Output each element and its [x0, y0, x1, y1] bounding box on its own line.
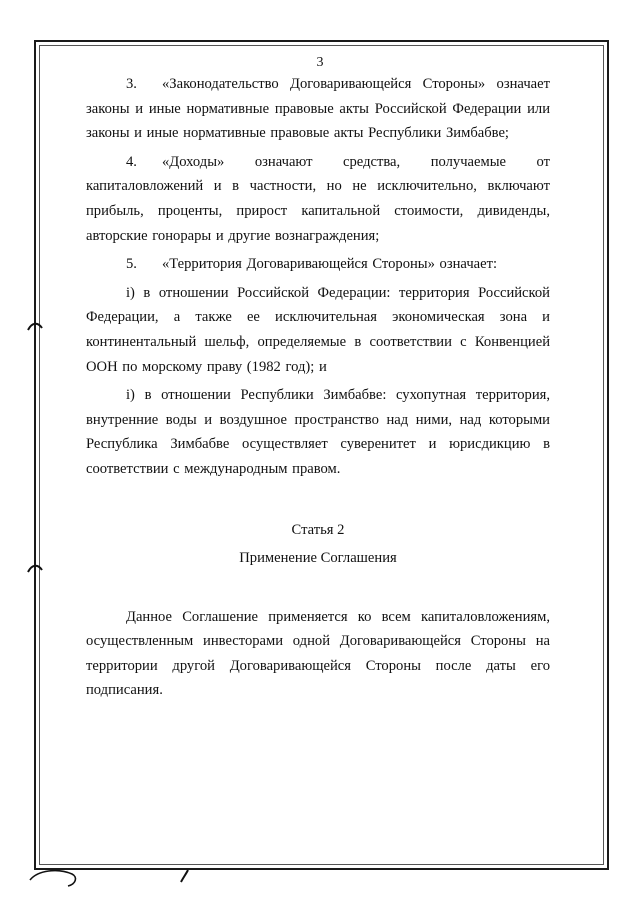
definition-paragraph: 5. «Территория Договаривающейся Стороны» означает:	[126, 256, 498, 273]
document-body	[86, 58, 550, 703]
article-body: Данное Соглашение применяется ко всем капиталовложениям, осуществленным инвесторами одной Договаривающейся Стороны на территории другой Договаривающейся Стороны после даты его подписания.	[86, 608, 550, 699]
article-title: Статья 2	[291, 521, 345, 538]
territory-subitem: i) в отношении Республики Зимбабве: сухопутная территория, внутренние воды и воздушное пространство над ними, над которыми Республика Зимбабве осуществляет суверенитет и юрисдикцию в соответствии с международным правом.	[86, 387, 550, 477]
article-subtitle: Применение Соглашения	[239, 550, 397, 567]
initial-mark-icon	[178, 868, 192, 884]
margin-mark-icon	[26, 318, 44, 336]
page-number: 3	[316, 55, 324, 70]
territory-subitem: i) в отношении Российской Федерации: территория Российской Федерации, а также ее исключительная экономическая зона и континентальный шельф, определяемые в соответствии с Конвенцией ООН по морскому праву (1982 год); и	[86, 284, 550, 375]
signature-mark-icon	[28, 860, 88, 890]
definition-paragraph: 4. «Доходы» означают средства, получаемые от капиталовложений и в частности, но не исключительно, включают прибыль, проценты, прирост капитальной стоимости, дивиденды, авторские гонорары и другие вознаграждения;	[86, 153, 550, 244]
margin-mark-icon	[26, 560, 44, 578]
definition-paragraph: 3. «Законодательство Договаривающейся Стороны» означает законы и иные нормативные правовые акты Российской Федерации или законы и иные нормативные правовые акты Республики Зимбабве;	[86, 76, 550, 142]
